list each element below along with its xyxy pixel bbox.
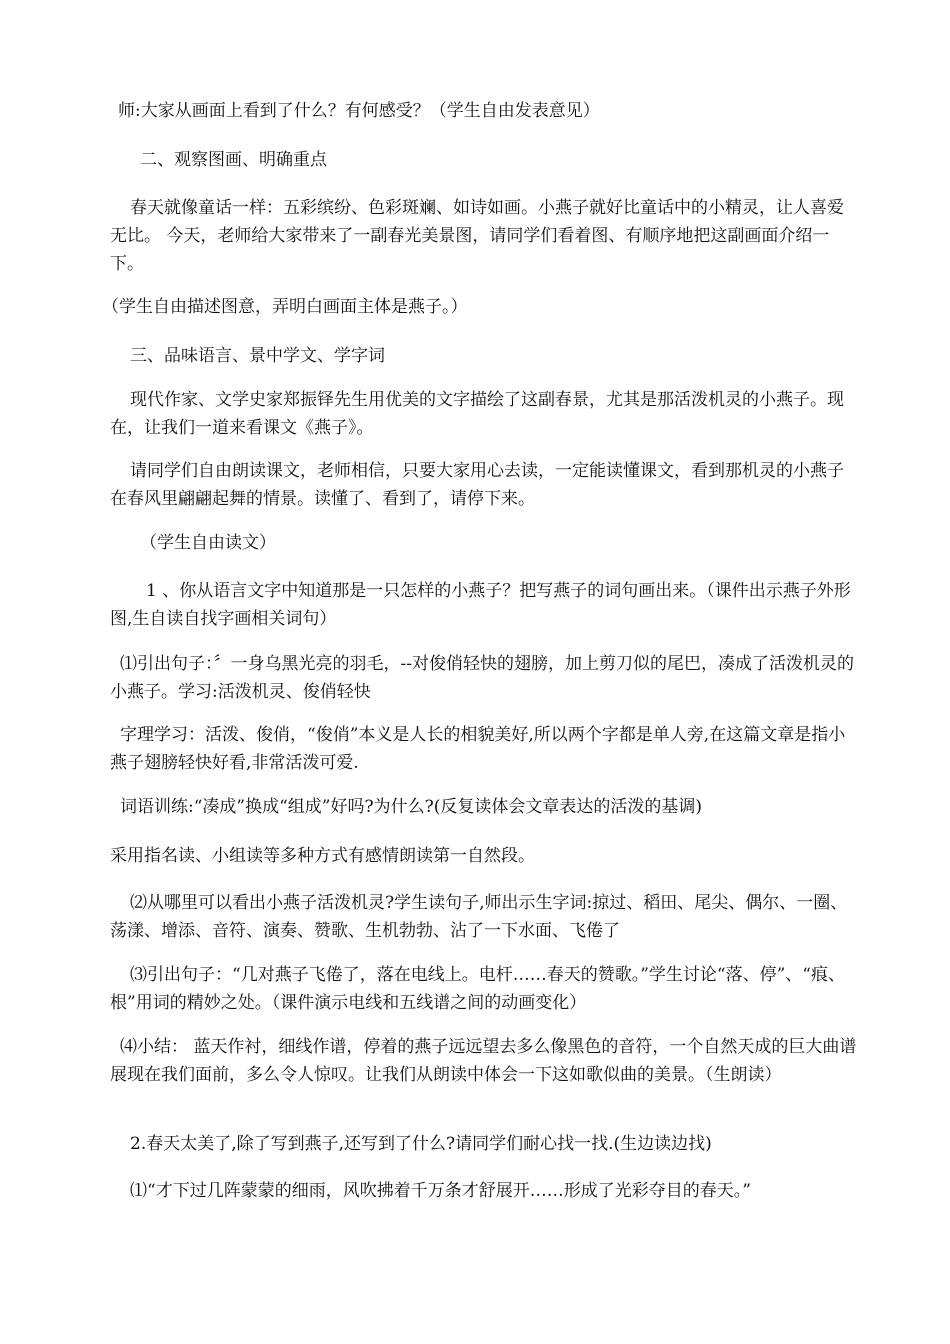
- paragraph-reading-methods: 采用指名读、小组读等多种方式有感情朗读第一自然段。: [110, 846, 535, 866]
- paragraph-character-study: 字理学习：活泼、俊俏，“俊俏”本义是人长的相貌美好,所以两个字都是单人旁,在这篇文章是指小燕子翅膀轻快好看,非常活泼可爱.: [110, 725, 846, 773]
- paragraph-question-one: 1 、你从语言文字中知道那是一只怎样的小燕子？把写燕子的词句画出来。（课件出示燕子外形图,生自读自找字画相关词句）: [110, 581, 851, 629]
- paragraph-sentence-rain: ⑴“才下过几阵蒙蒙的细雨，风吹拂着千万条才舒展开……形成了光彩夺目的春天。”: [130, 1181, 751, 1201]
- paragraph-student-describe: （学生自由描述图意，弄明白画面主体是燕子。）: [102, 297, 468, 317]
- paragraph-sentence-two: ⑵从哪里可以看出小燕子活泼机灵?学生读句子,师出示生字词:掠过、稻田、尾尖、偶尔、一圈、荡漾、增添、音符、演奏、赞歌、生机勃勃、沾了一下水面、飞倦了: [110, 893, 848, 941]
- paragraph-word-training: 词语训练:“凑成”换成“组成”好吗?为什么?(反复读体会文章表达的活泼的基调): [120, 797, 702, 817]
- paragraph-question-two: 2.春天太美了,除了写到燕子,还写到了什么?请同学们耐心找一找.(生边读边找): [130, 1134, 712, 1154]
- heading-section-three: 三、品味语言、景中学文、学字词: [130, 346, 385, 366]
- paragraph-teacher-question: 师:大家从画面上看到了什么？有何感受？（学生自由发表意见）: [118, 101, 600, 121]
- paragraph-author: 现代作家、文学史家郑振铎先生用优美的文字描绘了这副春景，尤其是那活泼机灵的小燕子。现在，让我们一道来看课文《燕子》。: [110, 390, 844, 438]
- heading-section-two: 二、观察图画、明确重点: [140, 150, 327, 170]
- paragraph-sentence-three: ⑶引出句子：“几对燕子飞倦了，落在电线上。电杆……春天的赞歌。”学生讨论“落、停”、“痕、根”用词的精妙之处。（课件演示电线和五线谱之间的动画变化）: [110, 965, 845, 1013]
- paragraph-summary: ⑷小结： 蓝天作衬，细线作谱，停着的燕子远远望去多么像黑色的音符，一个自然天成的巨大曲谱展现在我们面前，多么令人惊叹。让我们从朗读中体会一下这如歌似曲的美景。（生朗读）: [110, 1037, 857, 1085]
- paragraph-free-reading: （学生自由读文）: [140, 533, 276, 553]
- paragraph-read-aloud: 请同学们自由朗读课文，老师相信，只要大家用心去读，一定能读懂课文，看到那机灵的小燕子在春风里翩翩起舞的情景。读懂了、看到了，请停下来。: [110, 461, 844, 509]
- paragraph-spring-intro: 春天就像童话一样：五彩缤纷、色彩斑斓、如诗如画。小燕子就好比童话中的小精灵，让人喜爱无比。 今天，老师给大家带来了一副春光美景图，请同学们看着图、有顺序地把这副画面介绍一下。: [110, 198, 844, 274]
- paragraph-sentence-one: ⑴引出句子：〞一身乌黑光亮的羽毛，--对俊俏轻快的翅膀，加上剪刀似的尾巴，凑成了活泼机灵的小燕子。学习:活泼机灵、俊俏轻快: [110, 654, 854, 702]
